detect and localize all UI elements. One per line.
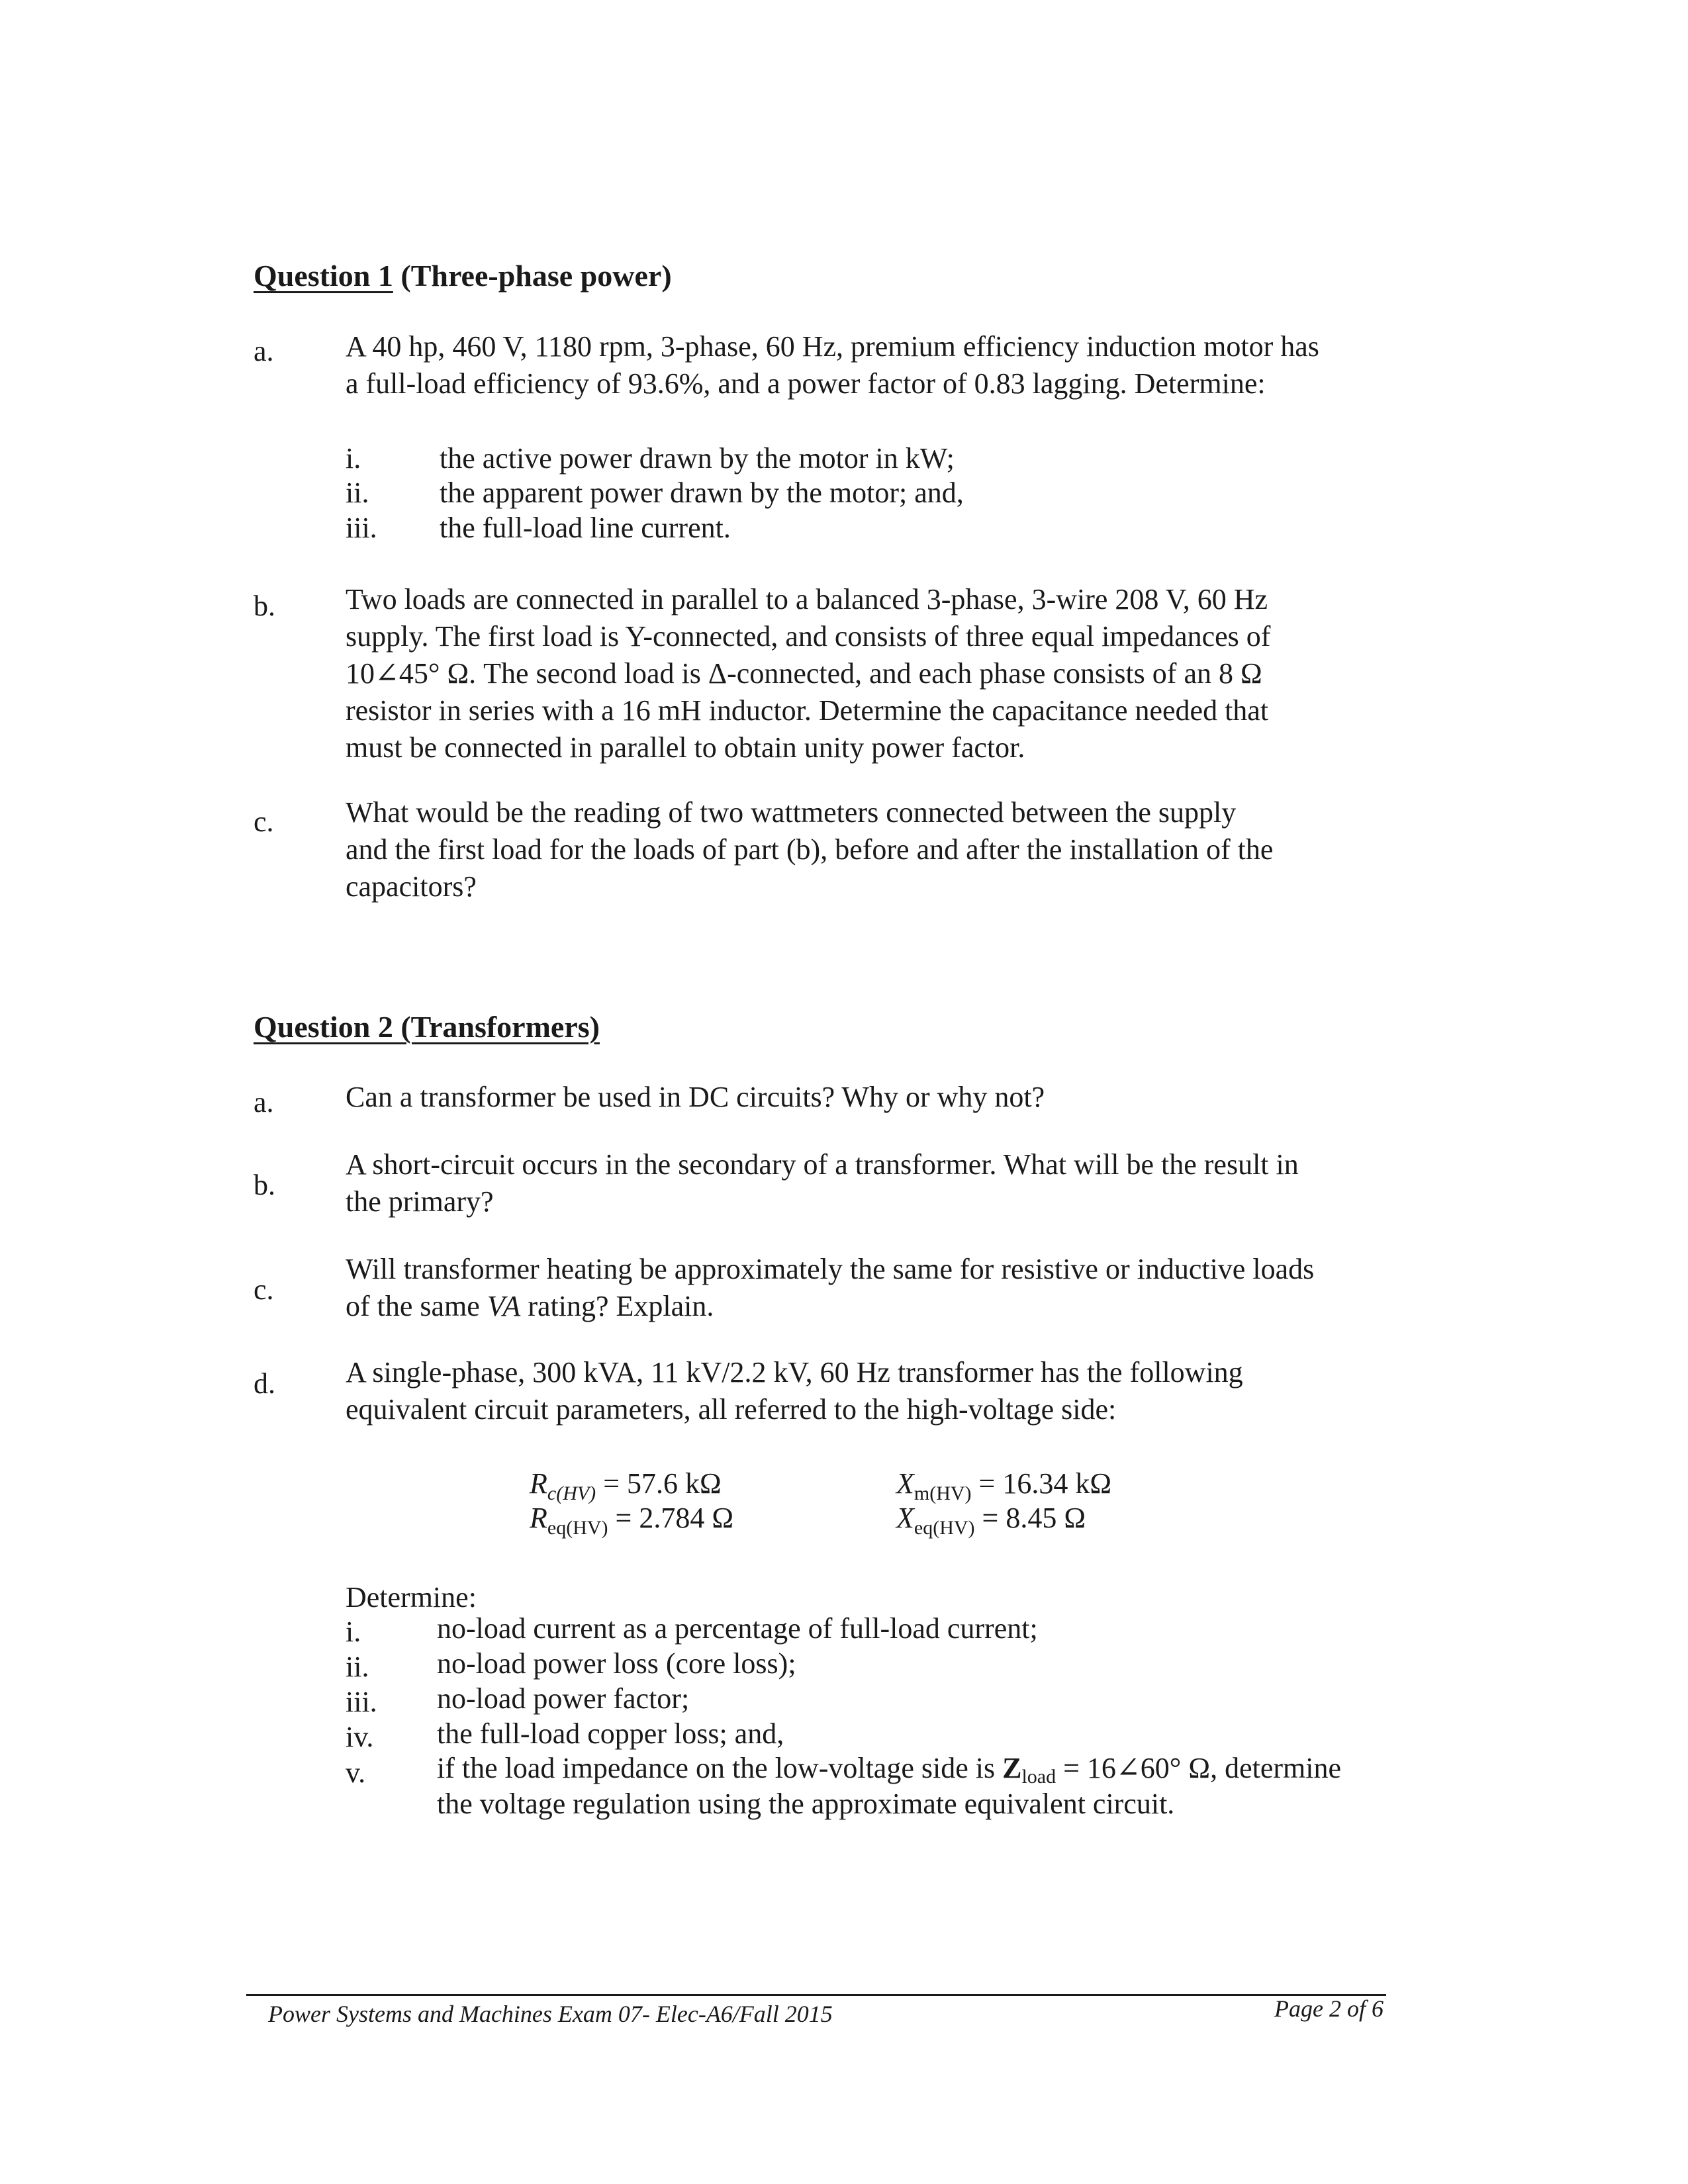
question-1-title: [254, 258, 672, 293]
q1-b-line: Two loads are connected in parallel to a balanced 3-phase, 3-wire 208 V, 60 Hz: [346, 583, 1268, 615]
q2-d-item5-post: = 16∠60° Ω, determine: [1056, 1752, 1341, 1784]
param-xm-subscript: m(HV): [914, 1482, 972, 1504]
param-xeq-subscript: eq(HV): [914, 1517, 975, 1539]
question-2-label: Question 2 (Transformers): [254, 1010, 600, 1044]
q2-d-line: A single-phase, 300 kVA, 11 kV/2.2 kV, 60 Hz transformer has the following: [346, 1356, 1243, 1388]
q2-c-line2-post: rating? Explain.: [520, 1290, 714, 1322]
q1-b-line: must be connected in parallel to obtain unity power factor.: [346, 731, 1025, 764]
q2-c-line: Will transformer heating be approximately the same for resistive or inductive loads: [346, 1253, 1315, 1285]
q2-a-line: Can a transformer be used in DC circuits? Why or why not?: [346, 1081, 1045, 1113]
q1-a-item-num: i.: [346, 442, 361, 475]
param-req-subscript: eq(HV): [547, 1517, 608, 1539]
q1-a-item-num: ii.: [346, 477, 369, 509]
q1-b-line: supply. The first load is Y-connected, and consists of three equal impedances of: [346, 620, 1271, 653]
q2-c-line2-pre: of the same: [346, 1290, 487, 1322]
q2-d-item-text: no-load current as a percentage of full-load current;: [437, 1612, 1038, 1645]
q2-d-item-num: iii.: [346, 1686, 377, 1718]
q1-a-item-text: the full-load line current.: [440, 512, 731, 544]
footer-rule: [246, 1994, 1386, 1996]
q1-c-line: What would be the reading of two wattmeters connected between the supply: [346, 796, 1237, 829]
q1-c-line: capacitors?: [346, 870, 477, 903]
q1-b-letter: b.: [254, 590, 275, 622]
param-xeq-symbol: X: [896, 1502, 914, 1534]
q2-d-item-num: ii.: [346, 1651, 369, 1683]
q1-b-text: [346, 581, 1405, 766]
q2-d-item-text: no-load power loss (core loss);: [437, 1647, 796, 1680]
q2-d-item5-line2: the voltage regulation using the approximate equivalent circuit.: [437, 1788, 1175, 1820]
param-req-symbol: R: [530, 1502, 547, 1534]
param-rc: [530, 1467, 722, 1505]
q2-d-item-num: i.: [346, 1615, 361, 1648]
q1-a-item-num: iii.: [346, 512, 377, 544]
question-2-title: [254, 1009, 600, 1044]
q1-c-letter: c.: [254, 805, 274, 838]
footer-exam-title: Power Systems and Machines Exam 07- Elec-A6/Fall 2015: [268, 2001, 833, 2027]
q1-a-line: A 40 hp, 460 V, 1180 rpm, 3-phase, 60 Hz, premium efficiency induction motor has: [346, 330, 1319, 363]
q1-a-text: [346, 328, 1405, 402]
q2-b-text: [346, 1146, 1405, 1220]
q1-a-line: a full-load efficiency of 93.6%, and a power factor of 0.83 lagging. Determine:: [346, 367, 1266, 400]
param-req: [530, 1501, 733, 1539]
q2-d-item-text: no-load power factor;: [437, 1682, 690, 1715]
q2-d-letter: d.: [254, 1367, 275, 1400]
q1-a-letter: a.: [254, 335, 274, 367]
z-load-subscript: load: [1021, 1766, 1056, 1788]
param-xeq-value: = 8.45 Ω: [974, 1502, 1086, 1534]
question-1-label: Question 1: [254, 259, 393, 293]
q1-b-line: 10∠45° Ω. The second load is Δ-connected, and each phase consists of an 8 Ω: [346, 657, 1262, 690]
param-rc-value: = 57.6 kΩ: [596, 1467, 722, 1500]
q2-b-line: the primary?: [346, 1185, 494, 1218]
q2-c-line2-italic: VA: [487, 1290, 521, 1322]
q1-a-item-text: the active power drawn by the motor in kW;: [440, 442, 955, 475]
q2-b-letter: b.: [254, 1169, 275, 1201]
q2-d-item-num: v.: [346, 1756, 366, 1789]
q1-c-line: and the first load for the loads of part (b), before and after the installation of the: [346, 833, 1274, 866]
q2-d-text: [346, 1354, 1405, 1428]
q2-a-letter: a.: [254, 1086, 274, 1118]
q2-a-text: [346, 1079, 1405, 1116]
q2-c-line: [346, 1288, 1405, 1325]
q2-d-item5-pre: if the load impedance on the low-voltage side is: [437, 1752, 1003, 1784]
z-load-symbol: Z: [1002, 1752, 1022, 1784]
q2-c-text: [346, 1251, 1405, 1325]
q1-b-line: resistor in series with a 16 mH inductor. Determine the capacitance needed that: [346, 694, 1269, 727]
q1-c-text: [346, 794, 1405, 905]
question-1-topic: (Three-phase power): [393, 259, 672, 293]
param-rc-symbol: R: [530, 1467, 547, 1500]
q2-d-item5-text: [437, 1751, 1341, 1788]
q2-d-item-text: the full-load copper loss; and,: [437, 1717, 784, 1750]
q2-d-item-num: iv.: [346, 1721, 374, 1753]
param-rc-subscript: c(HV): [547, 1482, 596, 1504]
param-xm-value: = 16.34 kΩ: [971, 1467, 1112, 1500]
param-req-value: = 2.784 Ω: [608, 1502, 734, 1534]
q2-d-determine: Determine:: [346, 1581, 477, 1614]
q1-a-item-text: the apparent power drawn by the motor; and,: [440, 477, 964, 509]
q2-d-line: equivalent circuit parameters, all referred to the high-voltage side:: [346, 1393, 1117, 1426]
param-xm: [896, 1467, 1111, 1505]
param-xm-symbol: X: [896, 1467, 914, 1500]
q2-b-line: A short-circuit occurs in the secondary of a transformer. What will be the result in: [346, 1148, 1299, 1181]
param-xeq: [896, 1501, 1086, 1539]
footer-page-number: Page 2 of 6: [1274, 1995, 1383, 2022]
q2-c-letter: c.: [254, 1273, 274, 1306]
